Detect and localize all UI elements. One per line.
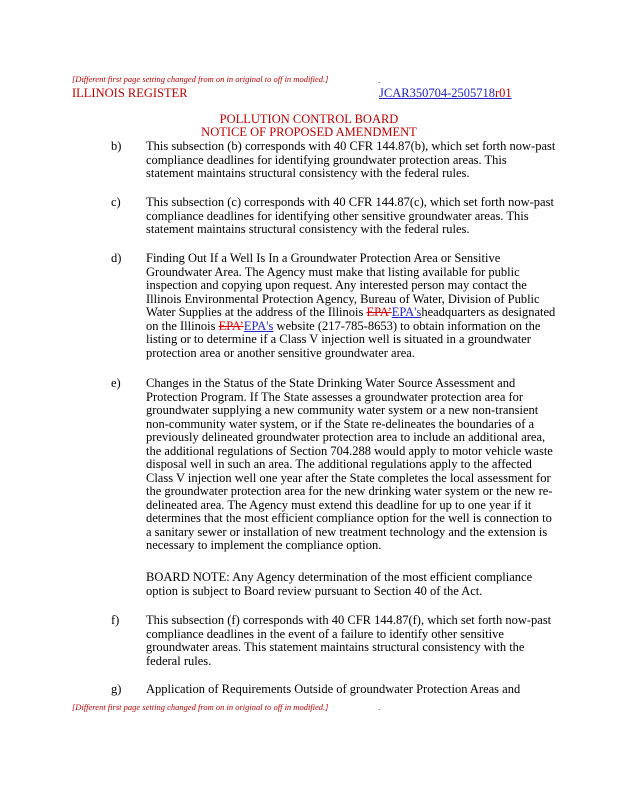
subsection-text: Application of Requirements Outside of groundwater Protection Areas and <box>146 682 521 696</box>
subsection-label: d) <box>111 251 122 265</box>
jcar-code-suffix: r01 <box>494 86 512 100</box>
jcar-code-main: JCAR350704-2505718 <box>379 86 495 100</box>
subsection-text: This subsection (f) corresponds with 40 CFR 144.87(f), which set forth now-past compliance deadlines in the event of a failure to identify other sensitive groundwater areas. This statement maintains structural consistency with the federal rules. <box>146 613 552 668</box>
board-note: BOARD NOTE: Any Agency determination of the most efficient compliance option is subject to Board review pursuant to Section 40 of the Act. <box>146 570 533 598</box>
page-setting-note-top: [Different first page setting changed from on in original to off in modified.] <box>72 74 329 84</box>
register-header: ILLINOIS REGISTER <box>72 86 188 100</box>
subsection-text <box>146 252 556 360</box>
subsection-label: f) <box>111 613 120 627</box>
agency-title: POLLUTION CONTROL BOARD <box>219 112 399 126</box>
notice-title: NOTICE OF PROPOSED AMENDMENT <box>201 125 417 139</box>
jcar-code <box>379 86 512 101</box>
subsection-label: g) <box>111 682 122 696</box>
deleted-text: EPA’ <box>218 318 244 333</box>
inserted-text: EPA's <box>243 318 274 333</box>
subsection-label: c) <box>111 195 121 209</box>
subsection-text: This subsection (c) corresponds with 40 CFR 144.87(c), which set forth now-past compliance deadlines for identifying other sensitive groundwater areas. This statement maintains structural consistency with the federal rules. <box>146 195 554 236</box>
subsection-text: Changes in the Status of the State Drinking Water Source Assessment and Protection Program. If The State assesses a groundwater protection area for groundwater supplying a new community water system or a new non-transient non-community water system, or if the State re-delineates the boundaries of a previously delineated groundwater protection area to include an additional area, the additional regulations of Section 704.288 would apply to motor vehicle waste disposal well in such an area. The additional regulations apply to the affected Class V injection well one year after the State completes the local assessment for the groundwater protection area for the new drinking water system or the new re-delineated area. The Agency must extend this deadline for up to one year if it determines that the most efficient compliance option for the well is connection to a sanitary sewer or installation of new treatment technology and the extension is necessary to implement the compliance option. <box>146 376 553 552</box>
subsection-label: b) <box>111 139 122 153</box>
inserted-text: EPA's <box>391 305 422 319</box>
section-break-marker-bottom: . <box>378 702 381 712</box>
subsection-text: This subsection (b) corresponds with 40 CFR 144.87(b), which set forth now-past compliance deadlines for identifying groundwater protection areas. This statement maintains structural consistency with the federal rules. <box>146 139 556 180</box>
text-run: Finding Out If a Well Is In a Groundwater Protection Area or Sensitive Groundwater Area. The Agency must make that listing available for public inspection and copying upon request. Any interested person may contact the Illinois Environmental Protection Agency, Bureau of Water, Division of Public Water Supplies at the address of the Illinois <box>146 251 540 319</box>
text-run: website (217-785-8653) to obtain information on the listing or to determine if a Class V injection well is situated in a groundwater protection area or another sensitive groundwater area. <box>146 318 541 360</box>
subsection-label: e) <box>111 376 121 390</box>
deleted-text: EPA’ <box>366 305 392 319</box>
section-break-marker-top: . <box>378 75 381 85</box>
page-setting-note-bottom: [Different first page setting changed from on in original to off in modified.] <box>72 702 329 712</box>
text-run: headquarters as designated on the Illinois <box>146 305 556 333</box>
